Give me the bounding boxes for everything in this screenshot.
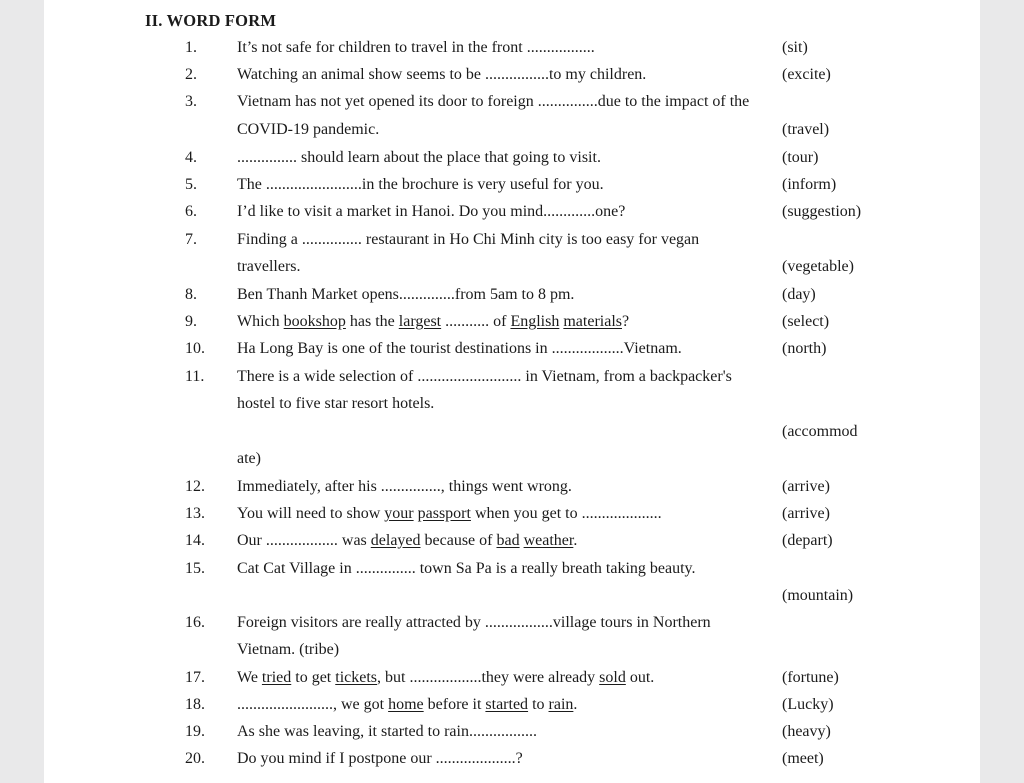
text-segment: when you get to .................... <box>470 505 662 522</box>
exercise-number: 1. <box>185 39 197 56</box>
exercise-line <box>0 747 1024 771</box>
text-segment: to <box>528 696 549 713</box>
text-segment: , but ..................they were already <box>377 669 600 686</box>
text-segment: hostel to five star resort hotels. <box>237 395 435 412</box>
underlined-word: home <box>388 696 424 713</box>
keyword-hint: (mountain) <box>782 587 854 604</box>
exercise-number: 19. <box>185 723 205 740</box>
exercise-text <box>237 255 301 279</box>
text-segment: Foreign visitors are really attracted by .................village tours in Northern <box>237 614 711 631</box>
text-segment: Ben Thanh Market opens..............from 5am to 8 pm. <box>237 286 575 303</box>
exercise-line <box>0 584 1024 608</box>
underlined-word: English <box>510 313 560 330</box>
exercise-line <box>0 720 1024 744</box>
text-segment: You will need to show <box>237 505 385 522</box>
exercise-number: 20. <box>185 750 205 767</box>
exercise-text <box>237 666 654 690</box>
text-segment: ............... should learn about the place that going to visit. <box>237 149 601 166</box>
text-segment: to get <box>291 669 336 686</box>
exercise-text <box>237 228 699 252</box>
text-segment: out. <box>625 669 655 686</box>
exercise-number: 10. <box>185 340 205 357</box>
text-segment: Cat Cat Village in ............... town Sa Pa is a really breath taking beauty. <box>237 560 696 577</box>
exercise-number: 11. <box>185 368 205 385</box>
underlined-word: largest <box>398 313 442 330</box>
text-segment: Ha Long Bay is one of the tourist destinations in ..................Vietnam. <box>237 340 682 357</box>
exercise-line <box>0 255 1024 279</box>
keyword-hint: (Lucky) <box>782 696 834 713</box>
underlined-word: delayed <box>370 532 421 549</box>
exercise-text <box>237 557 696 581</box>
text-segment: ? <box>621 313 630 330</box>
underlined-word: tickets <box>335 669 378 686</box>
keyword-hint: (tour) <box>782 149 819 166</box>
exercise-text <box>237 720 537 744</box>
exercise-line <box>0 693 1024 717</box>
keyword-hint: (select) <box>782 313 830 330</box>
exercise-text <box>237 747 523 771</box>
exercise-text <box>237 475 572 499</box>
exercise-number: 3. <box>185 93 197 110</box>
text-segment: Our .................. was <box>237 532 371 549</box>
exercise-text <box>237 638 339 662</box>
exercise-number: 5. <box>185 176 197 193</box>
underlined-word: passport <box>417 505 471 522</box>
text-segment: Finding a ............... restaurant in Ho Chi Minh city is too easy for vegan <box>237 231 700 248</box>
text-segment: COVID-19 pandemic. <box>237 121 380 138</box>
text-segment: . <box>573 696 578 713</box>
keyword-hint: (suggestion) <box>782 203 862 220</box>
exercise-line <box>0 228 1024 252</box>
underlined-word: started <box>485 696 529 713</box>
underlined-word: tried <box>261 669 292 686</box>
exercise-text <box>237 283 574 307</box>
exercise-line <box>0 173 1024 197</box>
exercise-text <box>237 337 682 361</box>
exercise-line <box>0 365 1024 389</box>
keyword-hint: (arrive) <box>782 478 830 495</box>
exercise-number: 8. <box>185 286 197 303</box>
text-segment: Which <box>237 313 284 330</box>
keyword-hint: (arrive) <box>782 505 830 522</box>
keyword-hint: (accommod <box>782 423 858 440</box>
underlined-word: materials <box>563 313 622 330</box>
text-segment: The ........................in the brochure is very useful for you. <box>237 176 604 193</box>
text-segment: I’d like to visit a market in Hanoi. Do you mind.............one? <box>237 203 626 220</box>
exercise-line <box>0 638 1024 662</box>
exercise-number: 9. <box>185 313 197 330</box>
exercise-number: 7. <box>185 231 197 248</box>
text-segment: Vietnam has not yet opened its door to foreign ...............due to the impact of the <box>237 93 750 110</box>
exercise-text <box>237 90 749 114</box>
exercise-number: 15. <box>185 560 205 577</box>
keyword-hint: (excite) <box>782 66 831 83</box>
exercise-text <box>237 693 577 717</box>
text-segment: There is a wide selection of .......................... in Vietnam, from a backpacker's <box>237 368 732 385</box>
exercise-line <box>0 337 1024 361</box>
exercise-number: 14. <box>185 532 205 549</box>
text-segment: Do you mind if I postpone our ....................? <box>237 750 523 767</box>
exercise-line <box>0 447 1024 471</box>
text-segment: ate) <box>237 450 261 467</box>
text-segment: Watching an animal show seems to be ................to my children. <box>237 66 647 83</box>
text-segment: Immediately, after his ..............., things went wrong. <box>237 478 572 495</box>
underlined-word: bookshop <box>283 313 346 330</box>
exercise-number: 4. <box>185 149 197 166</box>
exercise-line <box>0 63 1024 87</box>
text-segment: before it <box>423 696 486 713</box>
keyword-hint: (vegetable) <box>782 258 854 275</box>
text-segment: travellers. <box>237 258 301 275</box>
text-segment: Vietnam. (tribe) <box>237 641 340 658</box>
exercise-text <box>237 365 732 389</box>
exercise-number: 12. <box>185 478 205 495</box>
keyword-hint: (heavy) <box>782 723 831 740</box>
exercise-text <box>237 173 604 197</box>
exercise-line <box>0 502 1024 526</box>
text-segment: As she was leaving, it started to rain................. <box>237 723 537 740</box>
exercise-number: 17. <box>185 669 205 686</box>
exercise-line <box>0 611 1024 635</box>
exercise-line <box>0 90 1024 114</box>
exercise-number: 2. <box>185 66 197 83</box>
keyword-hint: (depart) <box>782 532 833 549</box>
exercise-number: 13. <box>185 505 205 522</box>
exercise-line <box>0 310 1024 334</box>
text-segment: We <box>237 669 262 686</box>
exercise-line <box>0 420 1024 444</box>
keyword-hint: (north) <box>782 340 827 357</box>
keyword-hint: (fortune) <box>782 669 839 686</box>
exercise-text <box>237 118 379 142</box>
text-segment: ........................, we got <box>237 696 389 713</box>
keyword-hint: (inform) <box>782 176 837 193</box>
exercise-line <box>0 200 1024 224</box>
exercise-text <box>237 63 646 87</box>
exercise-text <box>237 447 261 471</box>
text-segment: . <box>573 532 578 549</box>
underlined-word: sold <box>599 669 626 686</box>
exercise-line <box>0 283 1024 307</box>
exercise-number: 16. <box>185 614 205 631</box>
underlined-word: rain <box>548 696 574 713</box>
exercise-text <box>237 529 577 553</box>
underlined-word: weather <box>523 532 574 549</box>
exercise-text <box>237 310 629 334</box>
text-segment: because of <box>420 532 497 549</box>
keyword-hint: (meet) <box>782 750 824 767</box>
keyword-hint: (day) <box>782 286 816 303</box>
exercise-text <box>237 200 625 224</box>
exercise-number: 6. <box>185 203 197 220</box>
exercise-text <box>237 502 662 526</box>
exercise-text <box>237 146 601 170</box>
exercise-line <box>0 392 1024 416</box>
exercise-line <box>0 666 1024 690</box>
text-segment: ........... of <box>441 313 511 330</box>
keyword-hint: (sit) <box>782 39 808 56</box>
exercise-number: 18. <box>185 696 205 713</box>
exercise-text <box>237 36 595 60</box>
exercise-text <box>237 611 711 635</box>
exercise-line <box>0 557 1024 581</box>
text-segment: It’s not safe for children to travel in the front ................. <box>237 39 595 56</box>
underlined-word: your <box>384 505 414 522</box>
exercise-line <box>0 475 1024 499</box>
exercise-line <box>0 146 1024 170</box>
exercise-line <box>0 529 1024 553</box>
exercise-text <box>237 392 434 416</box>
exercise-line <box>0 118 1024 142</box>
section-heading: II. WORD FORM <box>145 11 277 30</box>
keyword-hint: (travel) <box>782 121 830 138</box>
exercise-line <box>0 36 1024 60</box>
text-segment: has the <box>345 313 399 330</box>
underlined-word: bad <box>496 532 520 549</box>
